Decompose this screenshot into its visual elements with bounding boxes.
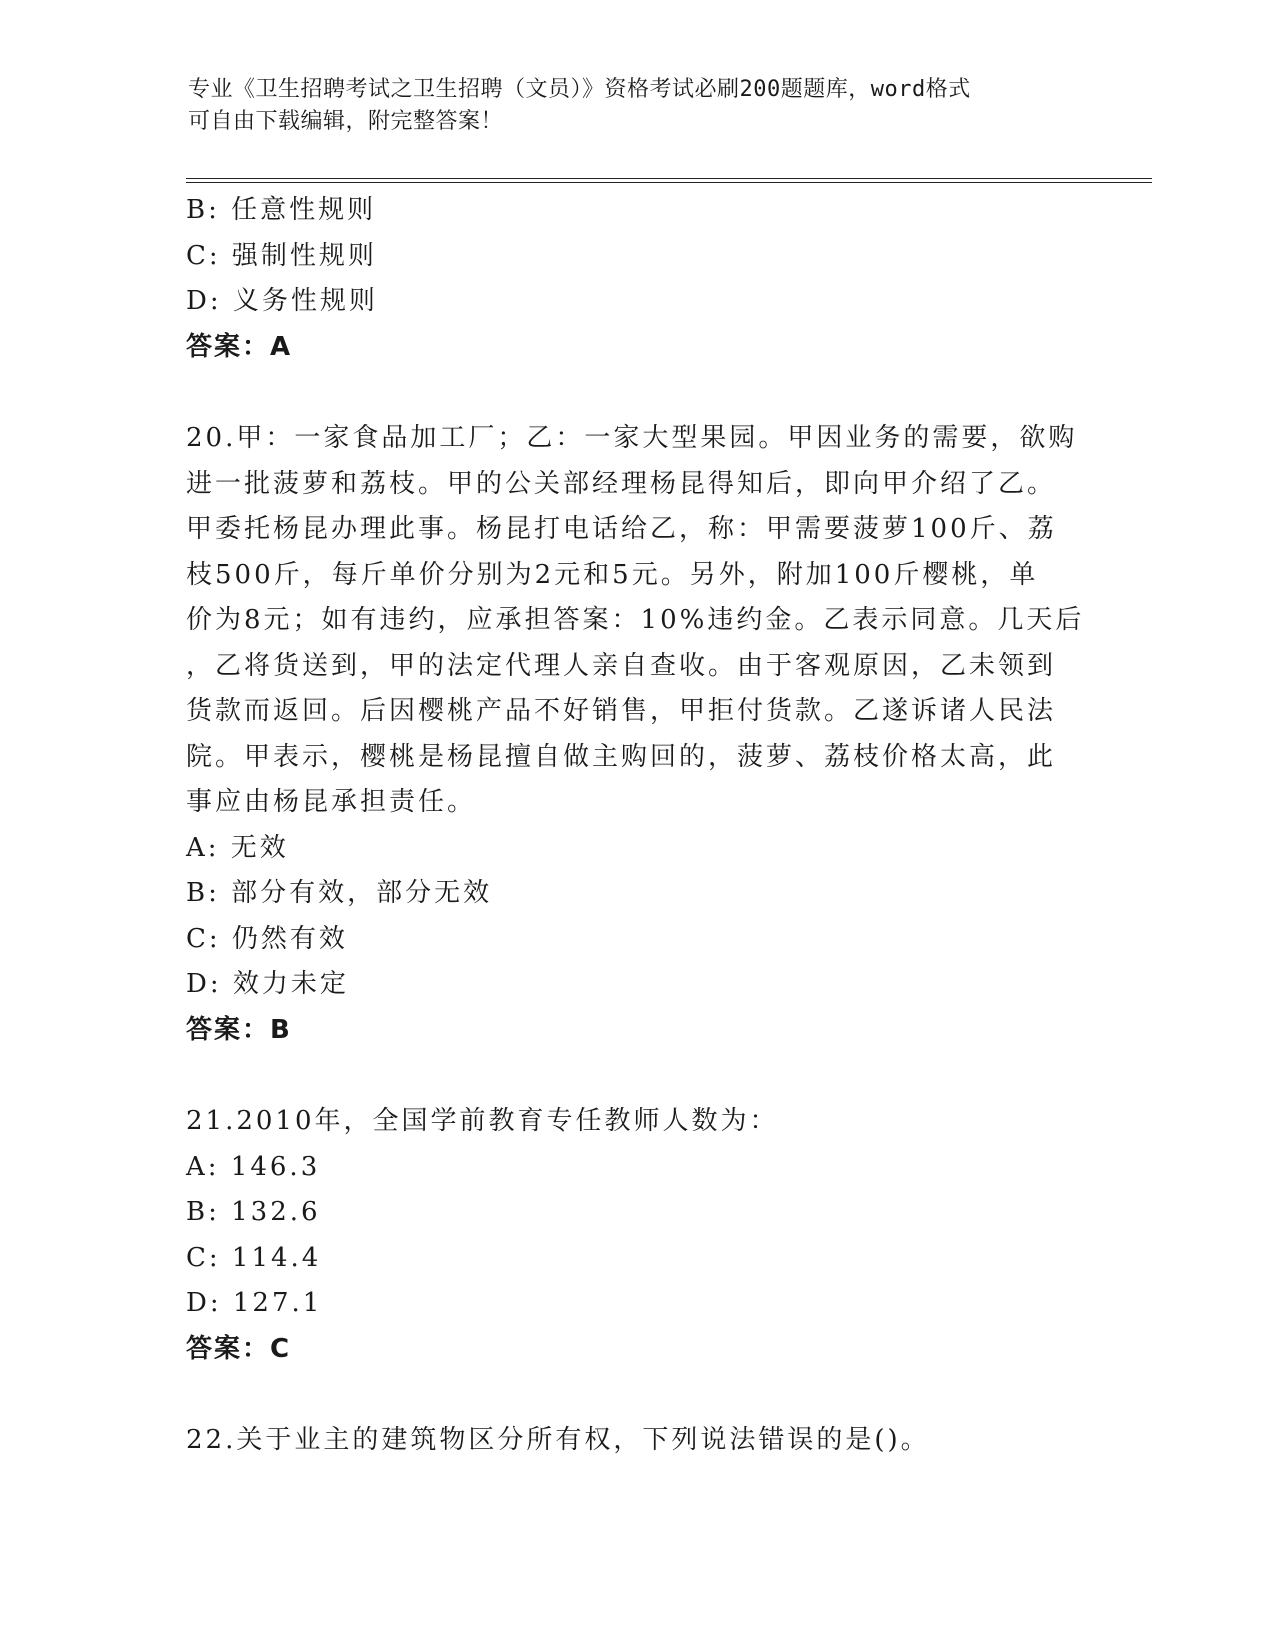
question-stem-line: 货款而返回。后因樱桃产品不好销售，甲拒付货款。乙遂诉诸人民法 — [186, 696, 1057, 726]
option-a: A: 146.3 — [186, 1151, 321, 1182]
option-d: D: 效力未定 — [186, 969, 349, 999]
document-body — [186, 188, 1086, 1464]
answer: 答案：B — [186, 1014, 292, 1045]
question-stem-line: 院。甲表示，樱桃是杨昆擅自做主购回的，菠萝、荔枝价格太高，此 — [186, 741, 1057, 772]
option-c: C: 强制性规则 — [186, 240, 377, 271]
question-stem-line: ，乙将货送到，甲的法定代理人亲自查收。由于客观原因，乙未领到 — [186, 650, 1057, 681]
question-19-tail — [186, 188, 1086, 370]
option-a: A: 无效 — [186, 832, 289, 863]
option-b: B: 部分有效，部分无效 — [186, 878, 493, 908]
page-header — [188, 74, 1088, 138]
question-22 — [186, 1418, 1086, 1464]
header-line-1: 专业《卫生招聘考试之卫生招聘（文员）》资格考试必刷200题题库，word格式 — [188, 77, 971, 102]
header-divider — [186, 178, 1152, 183]
spacer — [186, 1372, 1086, 1418]
question-stem-line: 枝500斤，每斤单价分别为2元和5元。另外，附加100斤樱桃，单 — [186, 559, 1039, 590]
question-stem-line: 事应由杨昆承担责任。 — [186, 787, 477, 817]
spacer — [186, 370, 1086, 416]
answer: 答案：C — [186, 1333, 292, 1364]
option-d: D: 127.1 — [186, 1288, 323, 1318]
option-b: B: 132.6 — [186, 1197, 321, 1227]
option-c: C: 仍然有效 — [186, 923, 348, 954]
question-21 — [186, 1099, 1086, 1372]
question-stem-line: 20.甲：一家食品加工厂；乙：一家大型果园。甲因业务的需要，欲购 — [186, 423, 1078, 453]
answer: 答案：A — [186, 331, 293, 362]
question-stem: 21.2010年，全国学前教育专任教师人数为： — [186, 1106, 779, 1136]
question-stem-line: 甲委托杨昆办理此事。杨昆打电话给乙，称：甲需要菠萝100斤、荔 — [186, 514, 1057, 544]
question-20 — [186, 416, 1086, 1053]
option-c: C: 114.4 — [186, 1242, 322, 1273]
question-stem-line: 进一批菠萝和荔枝。甲的公关部经理杨昆得知后，即向甲介绍了乙。 — [186, 468, 1057, 499]
header-line-2: 可自由下载编辑，附完整答案！ — [188, 109, 504, 134]
spacer — [186, 1053, 1086, 1099]
option-d: D: 义务性规则 — [186, 286, 378, 316]
question-stem: 22.关于业主的建筑物区分所有权，下列说法错误的是()。 — [186, 1425, 930, 1455]
question-stem-line: 价为8元；如有违约，应承担答案：10%违约金。乙表示同意。几天后 — [186, 605, 1085, 635]
option-b: B: 任意性规则 — [186, 195, 377, 225]
